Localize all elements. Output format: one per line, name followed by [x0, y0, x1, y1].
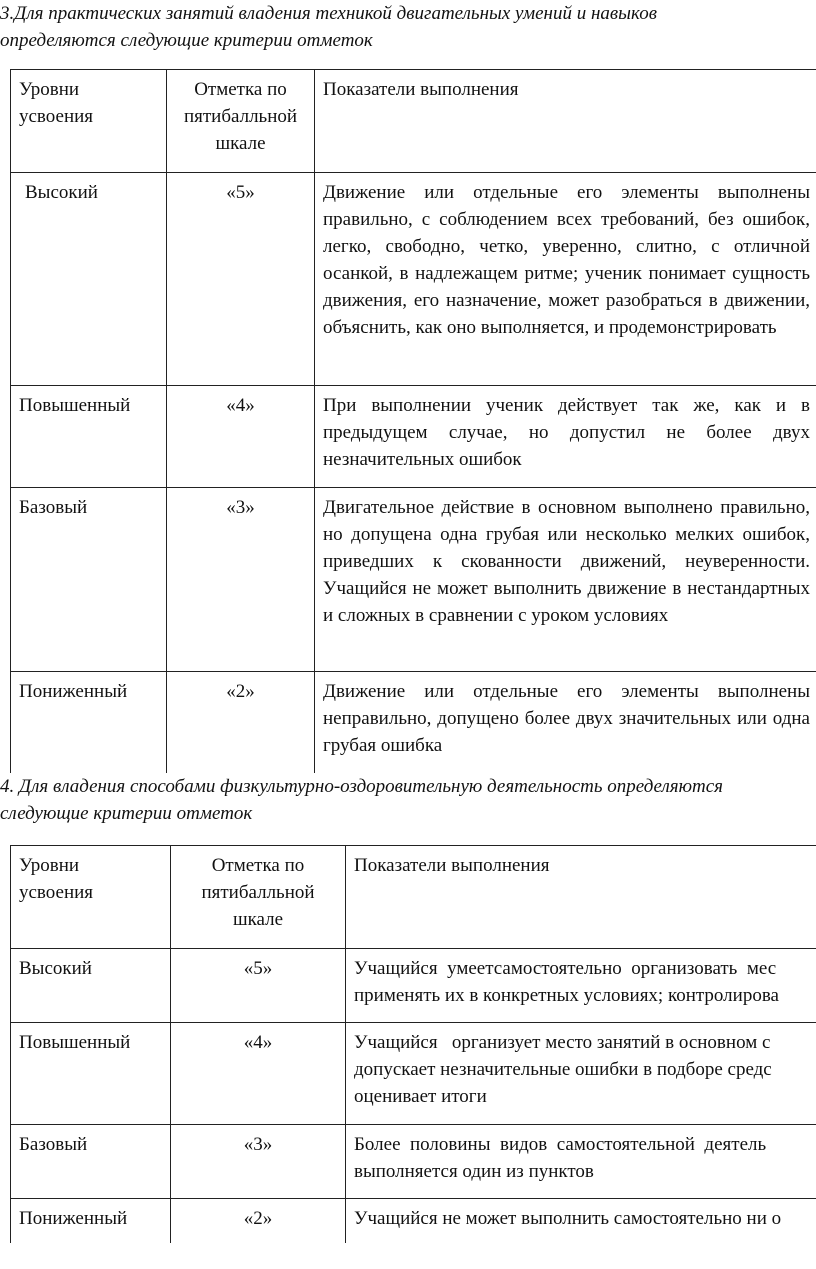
header-level: Уровни усвоения — [11, 846, 171, 949]
header-mark: Отметка по пятибалльной шкале — [167, 70, 315, 173]
table-row — [11, 672, 816, 774]
criteria-table-motor-skills — [10, 69, 816, 773]
criteria-table-health-activity — [10, 845, 816, 1243]
row-level: Повышенный — [11, 1023, 171, 1125]
row-mark: «2» — [167, 672, 315, 774]
criteria-line: выполняется один из пунктов — [354, 1161, 594, 1182]
table-row — [11, 173, 816, 386]
row-criteria — [346, 1199, 816, 1244]
table-row — [11, 488, 816, 672]
criteria-line: допускает незначительные ошибки в подборе средс — [354, 1059, 772, 1080]
table-row — [11, 386, 816, 488]
header-criteria: Показатели выполнения — [315, 70, 816, 173]
header-mark: Отметка по пятибалльной шкале — [171, 846, 346, 949]
row-mark: «5» — [171, 949, 346, 1023]
row-criteria: Движение или отдельные его элементы выполнены правильно, с соблюдением всех требований, без ошибок, легко, свободно, четко, уверенно, слитно, с отличной осанкой, в надлежащем ритме; ученик понимает сущность движения, его назначение, может разобраться в движении, объяснить, как оно выполняется, и продемонстрировать — [315, 173, 816, 386]
row-mark: «4» — [171, 1023, 346, 1125]
table-header-row — [11, 70, 816, 173]
row-mark: «3» — [171, 1125, 346, 1199]
table-header-row — [11, 846, 816, 949]
row-mark: «2» — [171, 1199, 346, 1244]
row-level: Базовый — [11, 1125, 171, 1199]
row-mark: «3» — [167, 488, 315, 672]
criteria-line: оценивает итоги — [354, 1086, 487, 1107]
row-level: Пониженный — [11, 1199, 171, 1244]
row-mark: «4» — [167, 386, 315, 488]
table-row — [11, 949, 816, 1023]
criteria-line: Учащийся организует место занятий в основном с — [354, 1032, 771, 1053]
row-criteria — [346, 1125, 816, 1199]
criteria-line: Учащийся умеетсамостоятельно организовать мес — [354, 958, 777, 979]
row-mark: «5» — [167, 173, 315, 386]
table-row — [11, 1125, 816, 1199]
row-level: Высокий — [11, 173, 167, 386]
table-row — [11, 1199, 816, 1244]
row-criteria — [346, 1023, 816, 1125]
row-criteria: При выполнении ученик действует так же, как и в предыдущем случае, но допустил не более двух незначительных ошибок — [315, 386, 816, 488]
row-level: Пониженный — [11, 672, 167, 774]
section-4-heading: 4. Для владения способами физкультурно-оздоровительную деятельность определяются следующие критерии отметок — [0, 776, 724, 824]
row-level: Базовый — [11, 488, 167, 672]
row-level: Высокий — [11, 949, 171, 1023]
section-3-heading: 3.Для практических занятий владения техникой двигательных умений и навыков определяются следующие критерии отметок — [0, 3, 657, 51]
criteria-line: Более половины видов самостоятельной деятель — [354, 1134, 767, 1155]
row-level: Повышенный — [11, 386, 167, 488]
row-criteria: Двигательное действие в основном выполнено правильно, но допущена одна грубая или несколько мелких ошибок, приведших к скованности движений, неуверенности. Учащийся не может выполнить движение в нестандартных и сложных в сравнении с уроком условиях — [315, 488, 816, 672]
header-criteria: Показатели выполнения — [346, 846, 816, 949]
table-row — [11, 1023, 816, 1125]
row-criteria — [346, 949, 816, 1023]
row-criteria: Движение или отдельные его элементы выполнены неправильно, допущено более двух значительных или одна грубая ошибка — [315, 672, 816, 774]
header-level: Уровни усвоения — [11, 70, 167, 173]
criteria-line: применять их в конкретных условиях; контролирова — [354, 985, 779, 1006]
criteria-line: Учащийся не может выполнить самостоятельно ни о — [354, 1208, 782, 1229]
